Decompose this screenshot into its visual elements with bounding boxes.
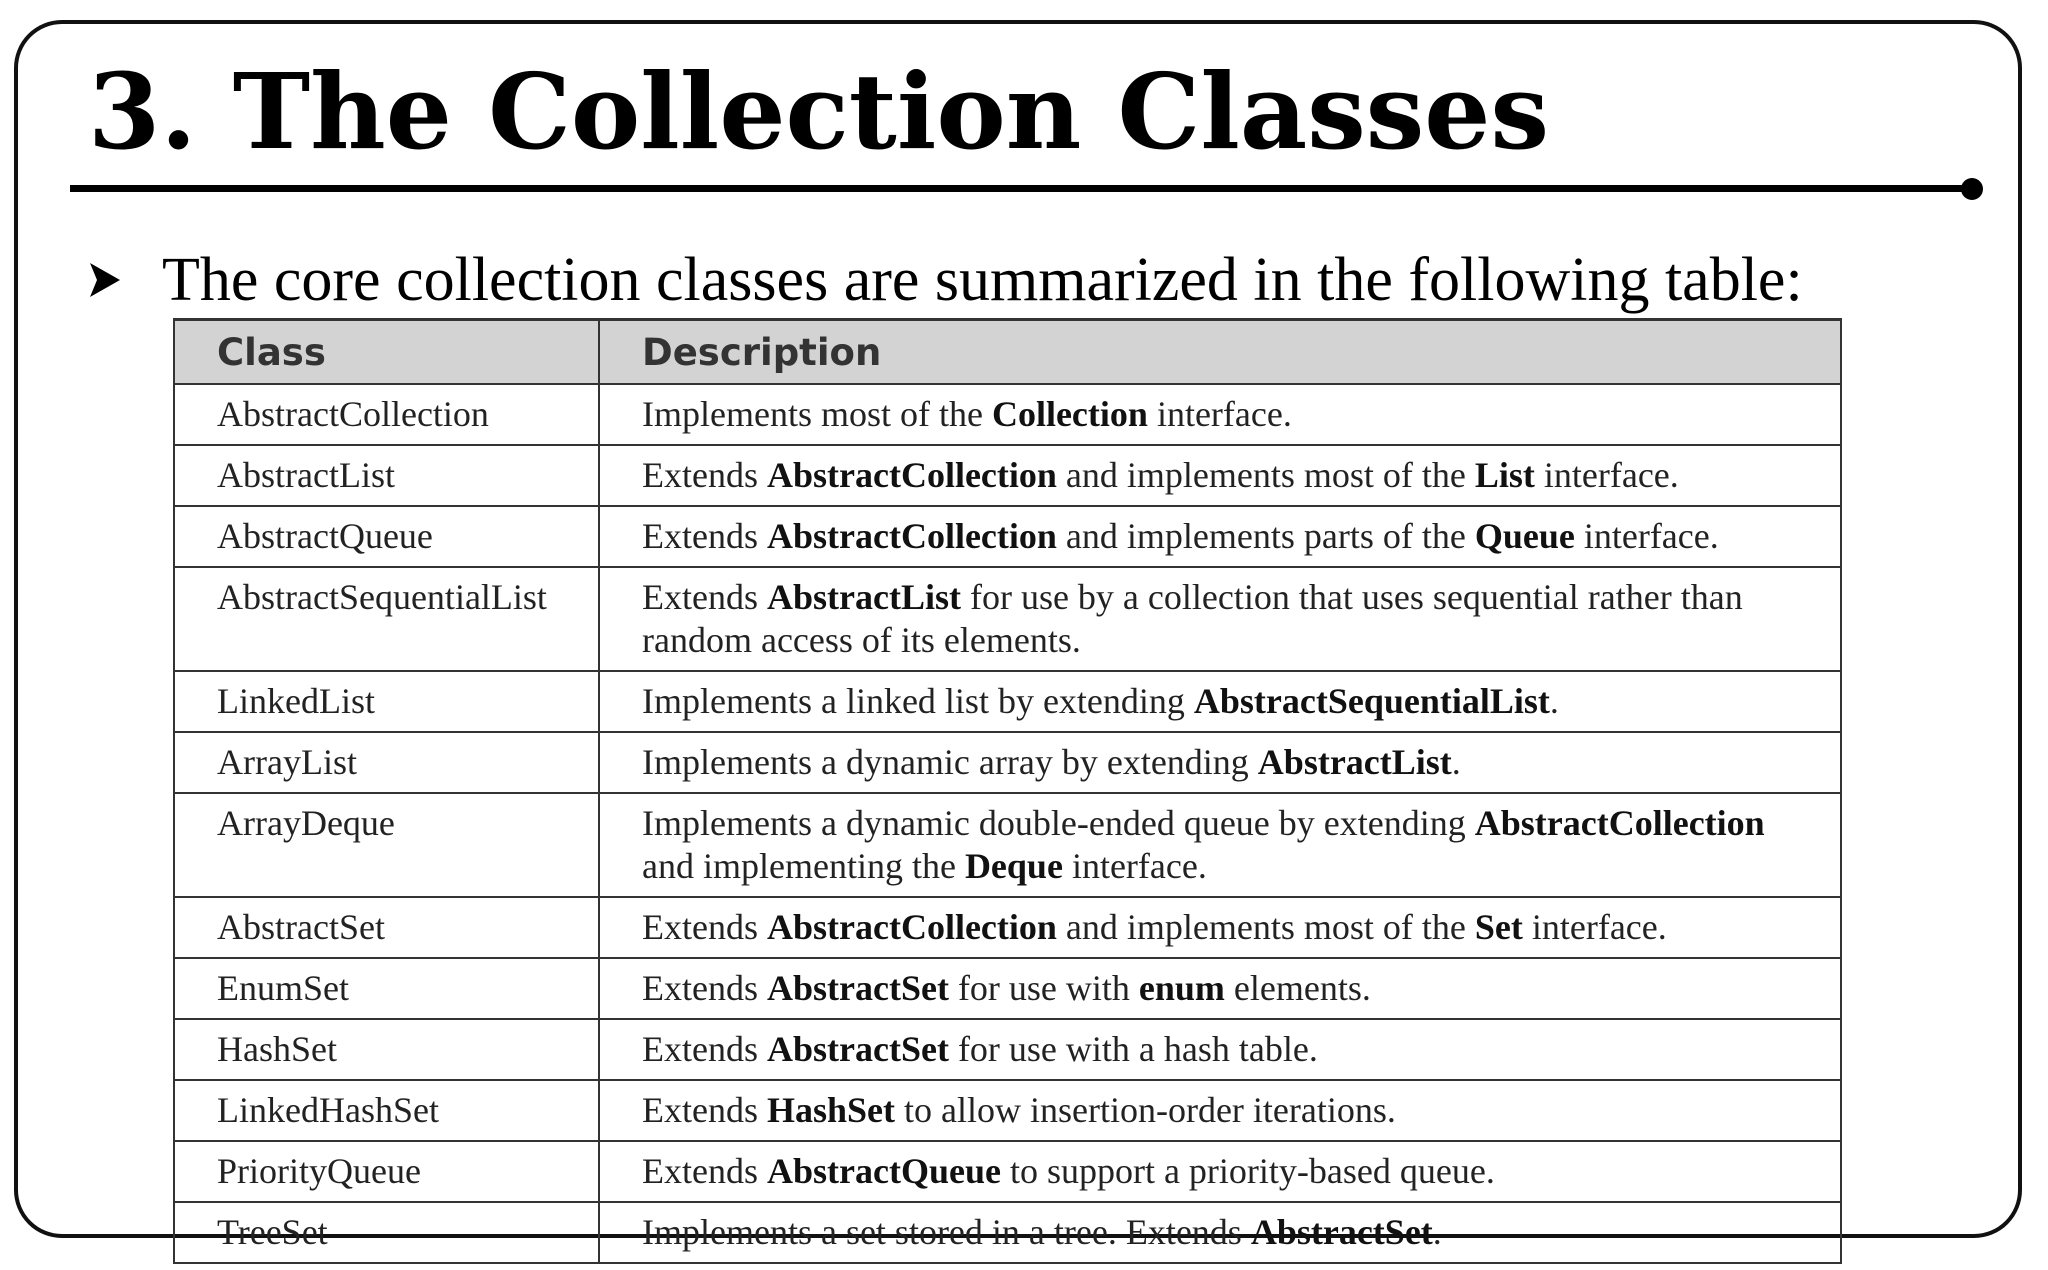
table-row: [174, 671, 1841, 732]
description-bold-term: AbstractList: [766, 577, 961, 617]
table-row: [174, 567, 1841, 671]
description-cell: [599, 1141, 1841, 1202]
header-description: Description: [599, 320, 1841, 385]
bullet-item: [88, 244, 1803, 316]
description-text: .: [1549, 681, 1559, 721]
description-text: Extends: [642, 907, 767, 947]
description-bold-term: Queue: [1474, 516, 1575, 556]
description-text: and implements most of the: [1056, 907, 1475, 947]
description-bold-term: List: [1474, 455, 1535, 495]
arrowhead-bullet-icon: [88, 261, 122, 299]
description-text: Extends: [642, 1090, 767, 1130]
description-text: Extends: [642, 968, 767, 1008]
class-name-cell: ArrayList: [174, 732, 599, 793]
table-body: [174, 384, 1841, 1263]
title-underline-dot: [1961, 178, 1983, 200]
table-row: [174, 1202, 1841, 1263]
header-class: Class: [174, 320, 599, 385]
table-row: [174, 445, 1841, 506]
bullet-text: The core collection classes are summarized in the following table:: [162, 245, 1803, 314]
description-cell: [599, 671, 1841, 732]
description-bold-term: AbstractSet: [1250, 1212, 1433, 1252]
table-row: [174, 732, 1841, 793]
table-row: [174, 1141, 1841, 1202]
description-cell: [599, 384, 1841, 445]
description-text: and implementing the: [642, 846, 965, 886]
description-cell: [599, 1202, 1841, 1263]
class-name-cell: LinkedList: [174, 671, 599, 732]
description-text: Implements a set stored in a tree. Extends: [642, 1212, 1251, 1252]
class-name-cell: HashSet: [174, 1019, 599, 1080]
description-bold-term: enum: [1138, 968, 1225, 1008]
description-bold-term: AbstractList: [1257, 742, 1452, 782]
table-row: [174, 958, 1841, 1019]
description-bold-term: HashSet: [766, 1090, 896, 1130]
class-name-cell: AbstractSet: [174, 897, 599, 958]
description-bold-term: AbstractSet: [766, 968, 949, 1008]
title-underline: [70, 185, 1970, 192]
description-text: Extends: [642, 1029, 767, 1069]
description-cell: [599, 958, 1841, 1019]
table-row: [174, 897, 1841, 958]
description-bold-term: AbstractCollection: [766, 516, 1057, 556]
description-text: and implements most of the: [1056, 455, 1475, 495]
description-bold-term: AbstractCollection: [1474, 803, 1765, 843]
classes-table: [173, 318, 1842, 1264]
description-cell: [599, 1019, 1841, 1080]
description-text: Extends: [642, 1151, 767, 1191]
table-row: [174, 1019, 1841, 1080]
description-bold-term: AbstractCollection: [766, 455, 1057, 495]
description-text: .: [1451, 742, 1461, 782]
description-bold-term: AbstractCollection: [766, 907, 1057, 947]
description-text: .: [1432, 1212, 1442, 1252]
class-name-cell: PriorityQueue: [174, 1141, 599, 1202]
class-name-cell: AbstractCollection: [174, 384, 599, 445]
table-header-row: [174, 320, 1841, 385]
description-text: interface.: [1147, 394, 1292, 434]
description-cell: [599, 1080, 1841, 1141]
description-text: Implements most of the: [642, 394, 992, 434]
description-text: interface.: [1062, 846, 1207, 886]
class-name-cell: AbstractSequentialList: [174, 567, 599, 671]
description-text: interface.: [1574, 516, 1719, 556]
description-text: and implements parts of the: [1056, 516, 1475, 556]
description-bold-term: AbstractQueue: [766, 1151, 1001, 1191]
description-text: Implements a dynamic array by extending: [642, 742, 1258, 782]
description-text: to support a priority-based queue.: [1000, 1151, 1495, 1191]
table-row: [174, 1080, 1841, 1141]
table-row: [174, 384, 1841, 445]
class-name-cell: TreeSet: [174, 1202, 599, 1263]
class-name-cell: EnumSet: [174, 958, 599, 1019]
description-cell: [599, 567, 1841, 671]
description-text: for use with a hash table.: [948, 1029, 1318, 1069]
description-text: interface.: [1522, 907, 1667, 947]
description-text: Extends: [642, 516, 767, 556]
table-row: [174, 506, 1841, 567]
description-cell: [599, 445, 1841, 506]
description-bold-term: Collection: [991, 394, 1148, 434]
table-row: [174, 793, 1841, 897]
collection-classes-table: [173, 318, 1842, 1264]
description-text: for use with: [948, 968, 1139, 1008]
class-name-cell: LinkedHashSet: [174, 1080, 599, 1141]
description-text: Implements a dynamic double-ended queue by extending: [642, 803, 1475, 843]
description-bold-term: Set: [1474, 907, 1523, 947]
description-cell: [599, 732, 1841, 793]
description-cell: [599, 793, 1841, 897]
description-cell: [599, 897, 1841, 958]
description-bold-term: Deque: [964, 846, 1063, 886]
slide-title: 3. The Collection Classes: [88, 50, 1550, 173]
description-cell: [599, 506, 1841, 567]
description-text: for use by a collection that uses sequential rather than random access of its elements.: [642, 577, 1743, 660]
description-text: interface.: [1534, 455, 1679, 495]
description-bold-term: AbstractSet: [766, 1029, 949, 1069]
description-text: Implements a linked list by extending: [642, 681, 1194, 721]
description-text: Extends: [642, 455, 767, 495]
class-name-cell: AbstractList: [174, 445, 599, 506]
description-text: Extends: [642, 577, 767, 617]
description-bold-term: AbstractSequentialList: [1193, 681, 1550, 721]
description-text: elements.: [1224, 968, 1371, 1008]
description-text: to allow insertion-order iterations.: [895, 1090, 1396, 1130]
class-name-cell: AbstractQueue: [174, 506, 599, 567]
class-name-cell: ArrayDeque: [174, 793, 599, 897]
